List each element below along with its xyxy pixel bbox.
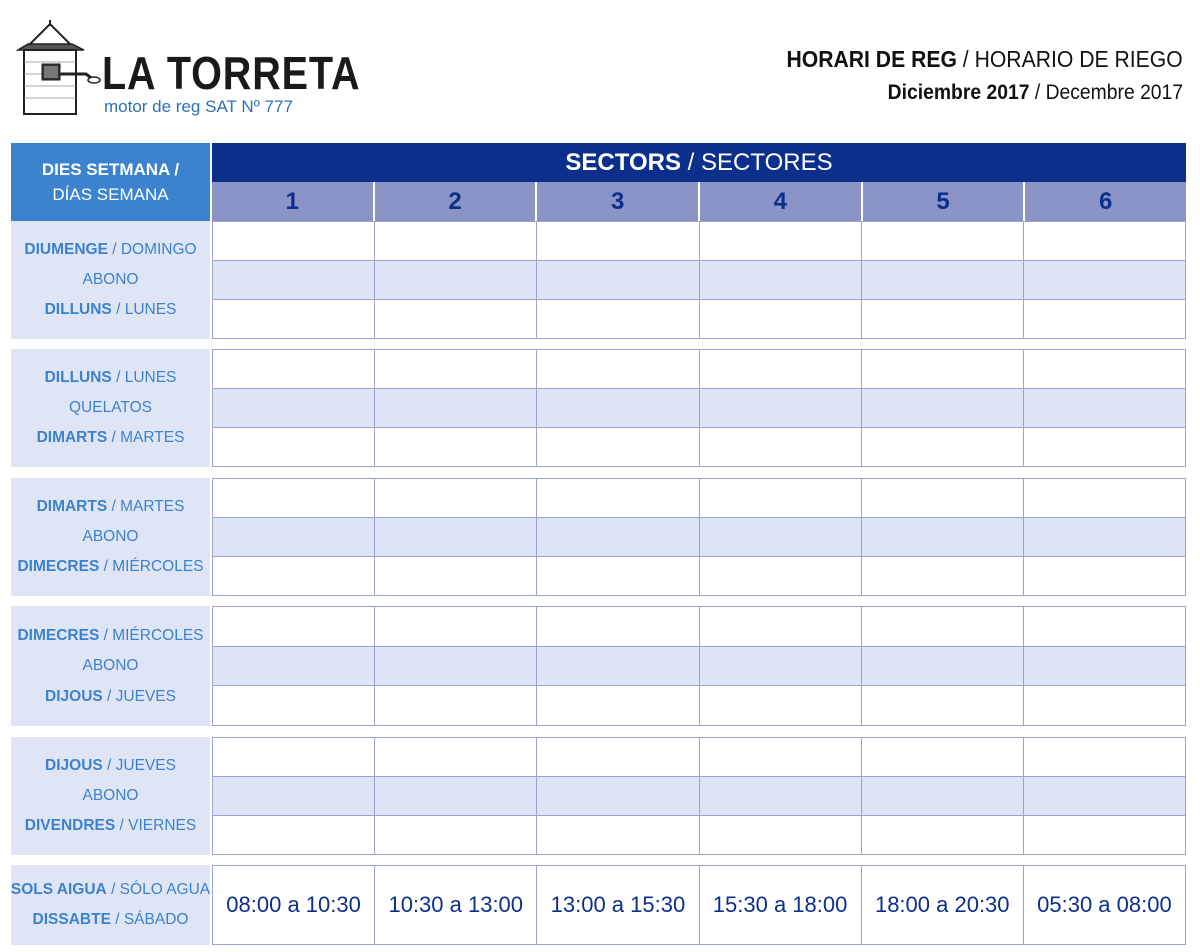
time-cell[interactable]: 18:00 a 20:30 <box>862 866 1024 945</box>
schedule-cell[interactable] <box>537 777 699 816</box>
saturday-times-grid <box>212 865 1186 945</box>
schedule-cell[interactable] <box>700 479 862 518</box>
sector-number: 2 <box>373 182 536 221</box>
group-grid <box>212 478 1186 596</box>
schedule-cell[interactable] <box>1024 686 1186 726</box>
schedule-cell[interactable] <box>375 647 537 687</box>
group-label <box>11 478 210 596</box>
schedule-cell[interactable] <box>537 428 699 467</box>
schedule-cell[interactable] <box>700 738 862 777</box>
schedule-group <box>11 349 1186 467</box>
group-label <box>11 737 210 855</box>
group-day-from: DIMECRES / MIÉRCOLES <box>17 626 204 644</box>
group-day-to: DILLUNS / LUNES <box>44 301 177 318</box>
schedule-cell[interactable] <box>862 222 1024 261</box>
schedule-cell[interactable] <box>700 518 862 557</box>
brand-name: LA TORRETA <box>102 47 361 99</box>
schedule-cell[interactable] <box>213 518 375 557</box>
saturday-label <box>11 865 210 945</box>
schedule-cell[interactable] <box>862 816 1024 855</box>
schedule-cell[interactable] <box>537 607 699 647</box>
schedule-cell[interactable] <box>537 300 699 339</box>
time-cell[interactable]: 13:00 a 15:30 <box>537 866 699 945</box>
title-bold: HORARI DE REG <box>786 46 958 72</box>
schedule-cell[interactable] <box>375 479 537 518</box>
schedule-cell[interactable] <box>700 816 862 855</box>
schedule-cell[interactable] <box>213 557 375 596</box>
schedule-cell[interactable] <box>1024 647 1186 687</box>
schedule-cell[interactable] <box>1024 350 1186 389</box>
group-label <box>11 349 210 467</box>
days-header-line2: DÍAS SEMANA <box>52 185 169 204</box>
group-grid <box>212 737 1186 855</box>
schedule-cell[interactable] <box>375 518 537 557</box>
days-column-header <box>11 143 210 221</box>
schedule-cell[interactable] <box>213 389 375 428</box>
schedule-cell[interactable] <box>537 738 699 777</box>
saturday-group <box>11 865 1186 945</box>
sector-number: 1 <box>212 182 373 221</box>
schedule-cell[interactable] <box>1024 738 1186 777</box>
group-day-from: DIJOUS / JUEVES <box>45 757 176 774</box>
schedule-cell[interactable] <box>862 389 1024 428</box>
time-cell[interactable]: 05:30 a 08:00 <box>1024 866 1186 945</box>
schedule-cell[interactable] <box>862 686 1024 726</box>
schedule-cell[interactable] <box>537 222 699 261</box>
schedule-cell[interactable] <box>700 428 862 467</box>
schedule-cell[interactable] <box>213 428 375 467</box>
schedule-cell[interactable] <box>1024 607 1186 647</box>
schedule-group <box>11 478 1186 596</box>
schedule-cell[interactable] <box>700 686 862 726</box>
group-grid <box>212 221 1186 339</box>
schedule-cell[interactable] <box>375 222 537 261</box>
schedule-cell[interactable] <box>1024 428 1186 467</box>
sector-number: 3 <box>535 182 698 221</box>
schedule-group <box>11 737 1186 855</box>
brand-subtitle: motor de reg SAT Nº 777 <box>104 97 293 116</box>
schedule-cell[interactable] <box>862 607 1024 647</box>
schedule-cell[interactable] <box>862 428 1024 467</box>
schedule-cell[interactable] <box>700 607 862 647</box>
schedule-cell[interactable] <box>213 300 375 339</box>
schedule-cell[interactable] <box>375 777 537 816</box>
group-day-from: DIUMENGE / DOMINGO <box>24 241 197 258</box>
schedule-cell[interactable] <box>1024 479 1186 518</box>
schedule-group <box>11 606 1186 726</box>
schedule-cell[interactable] <box>213 261 375 300</box>
schedule-cell[interactable] <box>862 261 1024 300</box>
schedule-cell[interactable] <box>375 389 537 428</box>
date-bold: Diciembre 2017 <box>887 81 1030 104</box>
schedule-cell[interactable] <box>862 777 1024 816</box>
sector-number-row <box>212 182 1186 221</box>
sectors-header <box>212 143 1186 182</box>
saturday-line1: SOLS AIGUA / SÓLO AGUA <box>10 881 211 898</box>
schedule-cell[interactable] <box>213 350 375 389</box>
title-regular: HORARIO DE RIEGO <box>974 46 1183 72</box>
group-label <box>11 606 210 726</box>
schedule-group <box>11 221 1186 339</box>
schedule-cell[interactable] <box>375 350 537 389</box>
schedule-cell[interactable] <box>700 777 862 816</box>
group-day-to: DIJOUS / JUEVES <box>45 687 176 705</box>
schedule-cell[interactable] <box>537 686 699 726</box>
days-header-line1: DIES SETMANA / <box>41 160 180 179</box>
group-grid <box>212 349 1186 467</box>
schedule-cell[interactable] <box>1024 389 1186 428</box>
schedule-cell[interactable] <box>537 389 699 428</box>
schedule-cell[interactable] <box>213 222 375 261</box>
document-date <box>888 82 1183 103</box>
schedule-cell[interactable] <box>375 300 537 339</box>
schedule-cell[interactable] <box>537 647 699 687</box>
group-treatment: QUELATOS <box>69 399 152 416</box>
schedule-cell[interactable] <box>375 428 537 467</box>
group-day-to: DIMECRES / MIÉRCOLES <box>17 558 204 575</box>
schedule-cell[interactable] <box>537 350 699 389</box>
schedule-cell[interactable] <box>700 261 862 300</box>
schedule-cell[interactable] <box>375 607 537 647</box>
schedule-cell[interactable] <box>375 261 537 300</box>
schedule-cell[interactable] <box>1024 816 1186 855</box>
schedule-cell[interactable] <box>537 479 699 518</box>
group-label <box>11 221 210 339</box>
time-cell[interactable]: 10:30 a 13:00 <box>375 866 537 945</box>
time-cell[interactable]: 08:00 a 10:30 <box>213 866 375 945</box>
group-treatment: ABONO <box>82 271 139 288</box>
tower-icon <box>14 18 114 118</box>
schedule-cell[interactable] <box>862 350 1024 389</box>
schedule-cell[interactable] <box>862 647 1024 687</box>
sectors-bold: SECTORS <box>565 148 681 176</box>
schedule-cell[interactable] <box>375 816 537 855</box>
group-day-to: DIVENDRES / VIERNES <box>24 817 197 834</box>
schedule-cell[interactable] <box>1024 557 1186 596</box>
group-day-from: DIMARTS / MARTES <box>36 498 185 515</box>
sector-number: 5 <box>861 182 1024 221</box>
document-title <box>787 48 1183 71</box>
schedule-cell[interactable] <box>537 557 699 596</box>
schedule-cell[interactable] <box>213 738 375 777</box>
schedule-cell[interactable] <box>375 686 537 726</box>
schedule-cell[interactable] <box>700 300 862 339</box>
schedule-cell[interactable] <box>375 738 537 777</box>
schedule-cell[interactable] <box>1024 300 1186 339</box>
schedule-cell[interactable] <box>700 389 862 428</box>
schedule-cell[interactable] <box>1024 261 1186 300</box>
schedule-cell[interactable] <box>862 518 1024 557</box>
brand-logo <box>14 18 361 123</box>
sector-number: 4 <box>698 182 861 221</box>
schedule-cell[interactable] <box>213 479 375 518</box>
sectors-regular: SECTORES <box>701 148 833 176</box>
schedule-cell[interactable] <box>213 816 375 855</box>
group-treatment: ABONO <box>82 787 139 804</box>
schedule-cell[interactable] <box>213 777 375 816</box>
sectors-separator: / <box>680 148 701 176</box>
schedule-cell[interactable] <box>862 479 1024 518</box>
schedule-cell[interactable] <box>1024 518 1186 557</box>
schedule-cell[interactable] <box>537 261 699 300</box>
schedule-cell[interactable] <box>213 647 375 687</box>
title-separator: / <box>957 46 975 72</box>
schedule-cell[interactable] <box>537 518 699 557</box>
group-day-from: DILLUNS / LUNES <box>44 369 177 386</box>
time-cell[interactable]: 15:30 a 18:00 <box>700 866 862 945</box>
schedule-cell[interactable] <box>862 300 1024 339</box>
group-grid <box>212 606 1186 726</box>
schedule-cell[interactable] <box>700 557 862 596</box>
date-separator: / <box>1029 81 1046 104</box>
schedule-cell[interactable] <box>862 557 1024 596</box>
schedule-cell[interactable] <box>375 557 537 596</box>
saturday-line2: DISSABTE / SÁBADO <box>32 911 189 928</box>
schedule-cell[interactable] <box>213 607 375 647</box>
group-day-to: DIMARTS / MARTES <box>36 429 185 446</box>
schedule-cell[interactable] <box>213 686 375 726</box>
schedule-cell[interactable] <box>700 350 862 389</box>
schedule-cell[interactable] <box>1024 777 1186 816</box>
schedule-cell[interactable] <box>700 222 862 261</box>
schedule-cell[interactable] <box>537 816 699 855</box>
group-treatment: ABONO <box>82 657 139 674</box>
schedule-cell[interactable] <box>1024 222 1186 261</box>
group-treatment: ABONO <box>82 528 139 545</box>
schedule-cell[interactable] <box>700 647 862 687</box>
sector-number: 6 <box>1023 182 1186 221</box>
date-regular: Decembre 2017 <box>1045 81 1183 104</box>
schedule-cell[interactable] <box>862 738 1024 777</box>
